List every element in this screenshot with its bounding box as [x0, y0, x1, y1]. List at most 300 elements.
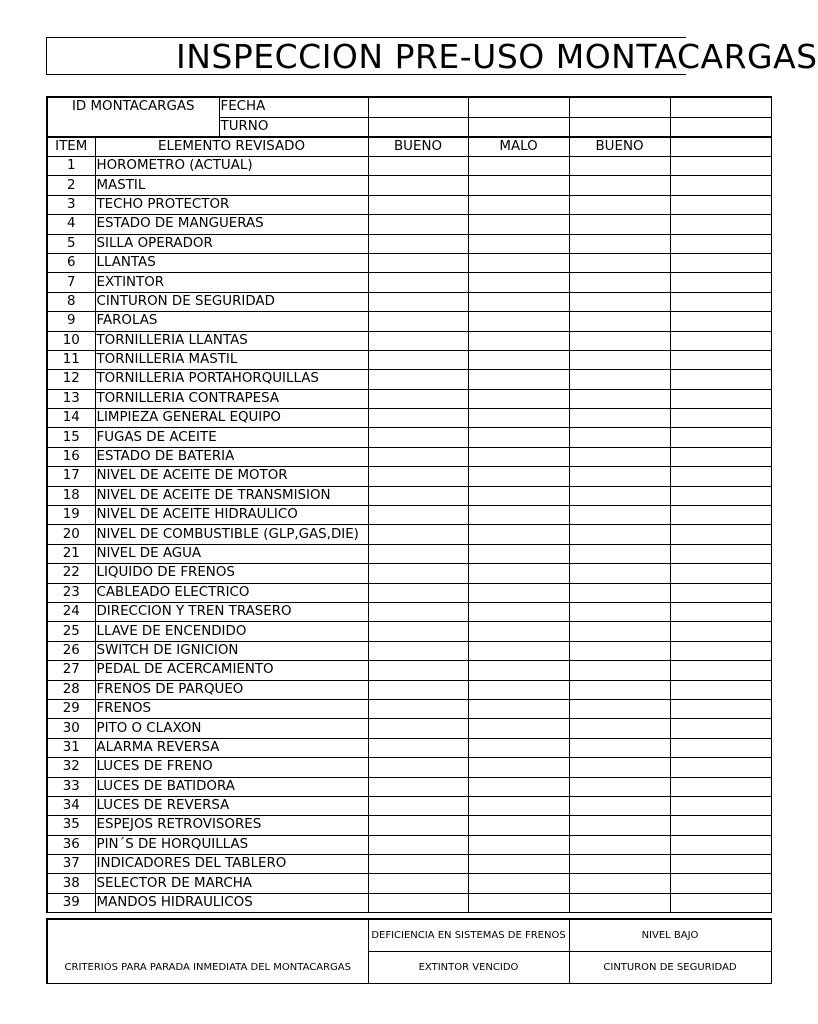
check-cell-bueno[interactable]: [569, 486, 670, 505]
check-cell-bueno[interactable]: [368, 641, 468, 660]
check-cell-extra[interactable]: [670, 370, 771, 389]
check-cell-extra[interactable]: [670, 467, 771, 486]
check-cell-bueno[interactable]: [569, 719, 670, 738]
table-row: [47, 389, 771, 408]
check-cell-malo[interactable]: [468, 234, 569, 253]
check-cell-bueno[interactable]: [569, 544, 670, 563]
item-label: PIN´S DE HORQUILLAS: [95, 835, 368, 854]
item-number: 38: [47, 874, 95, 893]
check-cell-extra[interactable]: [670, 195, 771, 214]
check-cell-extra[interactable]: [670, 855, 771, 874]
check-cell-bueno[interactable]: [569, 447, 670, 466]
check-cell-extra[interactable]: [670, 602, 771, 621]
check-cell-bueno[interactable]: [569, 661, 670, 680]
table-row: [47, 447, 771, 466]
item-number: 2: [47, 176, 95, 195]
item-number: 3: [47, 195, 95, 214]
check-cell-bueno[interactable]: [569, 157, 670, 176]
check-cell-malo[interactable]: [468, 777, 569, 796]
check-cell-extra[interactable]: [670, 447, 771, 466]
check-cell-bueno[interactable]: [368, 253, 468, 272]
check-cell-bueno[interactable]: [569, 796, 670, 815]
table-row: [47, 234, 771, 253]
check-cell-extra[interactable]: [670, 428, 771, 447]
item-label: TORNILLERIA LLANTAS: [95, 331, 368, 350]
check-cell-bueno[interactable]: [368, 680, 468, 699]
check-cell-bueno[interactable]: [368, 564, 468, 583]
item-number: 6: [47, 253, 95, 272]
item-label: TORNILLERIA PORTAHORQUILLAS: [95, 370, 368, 389]
fecha-value-cell[interactable]: [468, 97, 569, 117]
check-cell-extra[interactable]: [670, 893, 771, 912]
check-cell-bueno[interactable]: [569, 564, 670, 583]
table-row: [47, 564, 771, 583]
check-cell-malo[interactable]: [468, 738, 569, 757]
criteria-item: NIVEL BAJO: [569, 919, 771, 951]
item-label: TECHO PROTECTOR: [95, 195, 368, 214]
item-number: 39: [47, 893, 95, 912]
check-cell-bueno[interactable]: [569, 893, 670, 912]
item-number: 17: [47, 467, 95, 486]
check-cell-extra[interactable]: [670, 564, 771, 583]
check-cell-malo[interactable]: [468, 855, 569, 874]
check-cell-bueno[interactable]: [368, 758, 468, 777]
check-cell-extra[interactable]: [670, 680, 771, 699]
item-label: FRENOS DE PARQUEO: [95, 680, 368, 699]
criteria-section: [46, 918, 737, 984]
check-cell-malo[interactable]: [468, 292, 569, 311]
item-label: LUCES DE REVERSA: [95, 796, 368, 815]
title-box: [46, 37, 818, 76]
item-number: 24: [47, 602, 95, 621]
item-label: LIQUIDO DE FRENOS: [95, 564, 368, 583]
table-row: [47, 312, 771, 331]
table-row: [47, 758, 771, 777]
item-number: 13: [47, 389, 95, 408]
check-cell-bueno[interactable]: [368, 874, 468, 893]
check-cell-bueno[interactable]: [569, 428, 670, 447]
check-cell-bueno[interactable]: [368, 215, 468, 234]
table-row: [47, 292, 771, 311]
check-cell-malo[interactable]: [468, 564, 569, 583]
item-number: 20: [47, 525, 95, 544]
item-label: MANDOS HIDRAULICOS: [95, 893, 368, 912]
item-label: PEDAL DE ACERCAMIENTO: [95, 661, 368, 680]
check-cell-bueno[interactable]: [569, 738, 670, 757]
item-number: 27: [47, 661, 95, 680]
check-cell-bueno[interactable]: [368, 893, 468, 912]
check-cell-extra[interactable]: [670, 215, 771, 234]
item-number: 22: [47, 564, 95, 583]
check-cell-malo[interactable]: [468, 215, 569, 234]
item-number: 34: [47, 796, 95, 815]
check-cell-bueno[interactable]: [569, 176, 670, 195]
table-row: [47, 215, 771, 234]
item-label: TORNILLERIA MASTIL: [95, 350, 368, 369]
check-cell-extra[interactable]: [670, 486, 771, 505]
item-number: 1: [47, 157, 95, 176]
check-cell-bueno[interactable]: [569, 370, 670, 389]
item-label: ESTADO DE BATERIA: [95, 447, 368, 466]
item-number: 26: [47, 641, 95, 660]
check-cell-extra[interactable]: [670, 622, 771, 641]
check-cell-malo[interactable]: [468, 816, 569, 835]
check-cell-extra[interactable]: [670, 719, 771, 738]
item-number: 15: [47, 428, 95, 447]
item-label: DIRECCION Y TREN TRASERO: [95, 602, 368, 621]
item-number: 32: [47, 758, 95, 777]
item-number: 36: [47, 835, 95, 854]
item-label: HOROMETRO (ACTUAL): [95, 157, 368, 176]
check-cell-bueno[interactable]: [368, 525, 468, 544]
check-cell-bueno[interactable]: [569, 312, 670, 331]
table-row: [47, 176, 771, 195]
check-cell-malo[interactable]: [468, 680, 569, 699]
check-cell-extra[interactable]: [670, 777, 771, 796]
item-number: 4: [47, 215, 95, 234]
check-cell-bueno[interactable]: [569, 525, 670, 544]
check-cell-extra[interactable]: [670, 525, 771, 544]
item-label: PITO O CLAXON: [95, 719, 368, 738]
check-cell-bueno[interactable]: [569, 506, 670, 525]
table-row: [47, 428, 771, 447]
item-number: 5: [47, 234, 95, 253]
item-label: FUGAS DE ACEITE: [95, 428, 368, 447]
table-row: [47, 486, 771, 505]
item-label: TORNILLERIA CONTRAPESA: [95, 389, 368, 408]
check-cell-bueno[interactable]: [569, 467, 670, 486]
check-cell-bueno[interactable]: [569, 622, 670, 641]
check-cell-extra[interactable]: [670, 738, 771, 757]
check-cell-bueno[interactable]: [368, 486, 468, 505]
check-cell-bueno[interactable]: [368, 370, 468, 389]
item-label: INDICADORES DEL TABLERO: [95, 855, 368, 874]
item-label: LUCES DE BATIDORA: [95, 777, 368, 796]
check-cell-bueno[interactable]: [569, 234, 670, 253]
table-row: [47, 157, 771, 176]
check-cell-bueno[interactable]: [569, 253, 670, 272]
item-label: ESTADO DE MANGUERAS: [95, 215, 368, 234]
item-label: MASTIL: [95, 176, 368, 195]
fecha-value-cell[interactable]: [569, 97, 670, 117]
item-label: SELECTOR DE MARCHA: [95, 874, 368, 893]
check-cell-extra[interactable]: [670, 583, 771, 602]
check-cell-bueno[interactable]: [368, 157, 468, 176]
check-cell-malo[interactable]: [468, 467, 569, 486]
check-cell-extra[interactable]: [670, 157, 771, 176]
item-number: 25: [47, 622, 95, 641]
check-cell-bueno[interactable]: [569, 389, 670, 408]
check-cell-bueno[interactable]: [569, 855, 670, 874]
inspection-table: [46, 96, 772, 913]
check-cell-extra[interactable]: [670, 234, 771, 253]
header-row-fecha: [47, 97, 771, 117]
table-row: [47, 544, 771, 563]
check-cell-bueno[interactable]: [368, 292, 468, 311]
column-header-item: ITEM: [47, 137, 95, 157]
check-cell-bueno[interactable]: [368, 583, 468, 602]
item-number: 12: [47, 370, 95, 389]
table-row: [47, 855, 771, 874]
table-row: [47, 893, 771, 912]
column-header-malo: MALO: [468, 137, 569, 157]
check-cell-extra[interactable]: [670, 506, 771, 525]
check-cell-extra[interactable]: [670, 816, 771, 835]
check-cell-bueno[interactable]: [569, 273, 670, 292]
check-cell-bueno[interactable]: [569, 699, 670, 718]
check-cell-bueno[interactable]: [368, 602, 468, 621]
table-row: [47, 699, 771, 718]
table-row: [47, 777, 771, 796]
item-number: 9: [47, 312, 95, 331]
check-cell-bueno[interactable]: [368, 719, 468, 738]
item-label: NIVEL DE ACEITE DE MOTOR: [95, 467, 368, 486]
item-number: 29: [47, 699, 95, 718]
check-cell-extra[interactable]: [670, 292, 771, 311]
check-cell-malo[interactable]: [468, 874, 569, 893]
check-cell-bueno[interactable]: [368, 409, 468, 428]
check-cell-bueno[interactable]: [569, 641, 670, 660]
turno-label: TURNO: [219, 117, 368, 137]
check-cell-bueno[interactable]: [368, 699, 468, 718]
criteria-item: CINTURON DE SEGURIDAD: [569, 951, 771, 983]
check-cell-extra[interactable]: [670, 796, 771, 815]
table-row: [47, 525, 771, 544]
criteria-label: CRITERIOS PARA PARADA INMEDIATA DEL MONTACARGAS: [47, 919, 368, 983]
item-number: 37: [47, 855, 95, 874]
check-cell-bueno[interactable]: [368, 855, 468, 874]
check-cell-malo[interactable]: [468, 796, 569, 815]
check-cell-bueno[interactable]: [569, 816, 670, 835]
item-label: ALARMA REVERSA: [95, 738, 368, 757]
check-cell-malo[interactable]: [468, 699, 569, 718]
check-cell-extra[interactable]: [670, 331, 771, 350]
turno-value-cell[interactable]: [670, 117, 771, 137]
check-cell-bueno[interactable]: [368, 447, 468, 466]
item-number: 19: [47, 506, 95, 525]
check-cell-bueno[interactable]: [569, 835, 670, 854]
check-cell-bueno[interactable]: [569, 292, 670, 311]
check-cell-extra[interactable]: [670, 699, 771, 718]
criteria-item: EXTINTOR VENCIDO: [368, 951, 569, 983]
check-cell-malo[interactable]: [468, 544, 569, 563]
check-cell-bueno[interactable]: [368, 796, 468, 815]
check-cell-extra[interactable]: [670, 544, 771, 563]
table-row: [47, 350, 771, 369]
table-row: [47, 273, 771, 292]
column-header-bueno: BUENO: [368, 137, 468, 157]
check-cell-malo[interactable]: [468, 350, 569, 369]
fecha-label: FECHA: [219, 97, 368, 117]
check-cell-malo[interactable]: [468, 893, 569, 912]
check-cell-bueno[interactable]: [569, 331, 670, 350]
item-label: SWITCH DE IGNICION: [95, 641, 368, 660]
check-cell-extra[interactable]: [670, 273, 771, 292]
check-cell-bueno[interactable]: [569, 602, 670, 621]
check-cell-bueno[interactable]: [368, 195, 468, 214]
table-row: [47, 583, 771, 602]
check-cell-bueno[interactable]: [368, 428, 468, 447]
item-number: 21: [47, 544, 95, 563]
check-cell-extra[interactable]: [670, 389, 771, 408]
check-cell-extra[interactable]: [670, 758, 771, 777]
check-cell-bueno[interactable]: [368, 389, 468, 408]
check-cell-malo[interactable]: [468, 661, 569, 680]
check-cell-bueno[interactable]: [368, 234, 468, 253]
check-cell-malo[interactable]: [468, 176, 569, 195]
table-row: [47, 253, 771, 272]
item-number: 11: [47, 350, 95, 369]
item-label: CABLEADO ELECTRICO: [95, 583, 368, 602]
check-cell-extra[interactable]: [670, 409, 771, 428]
check-cell-malo[interactable]: [468, 719, 569, 738]
check-cell-bueno[interactable]: [368, 544, 468, 563]
check-cell-bueno[interactable]: [368, 467, 468, 486]
turno-value-cell[interactable]: [368, 117, 468, 137]
item-label: NIVEL DE ACEITE DE TRANSMISION: [95, 486, 368, 505]
table-row: [47, 719, 771, 738]
check-cell-extra[interactable]: [670, 835, 771, 854]
table-row: [47, 602, 771, 621]
item-label: ESPEJOS RETROVISORES: [95, 816, 368, 835]
item-label: FRENOS: [95, 699, 368, 718]
check-cell-malo[interactable]: [468, 641, 569, 660]
item-number: 8: [47, 292, 95, 311]
criteria-table: [46, 918, 772, 984]
criteria-row: [47, 919, 771, 951]
check-cell-bueno[interactable]: [569, 215, 670, 234]
check-cell-bueno[interactable]: [569, 350, 670, 369]
item-label: CINTURON DE SEGURIDAD: [95, 292, 368, 311]
check-cell-malo[interactable]: [468, 758, 569, 777]
check-cell-bueno[interactable]: [569, 777, 670, 796]
item-number: 31: [47, 738, 95, 757]
check-cell-bueno[interactable]: [368, 506, 468, 525]
check-cell-extra[interactable]: [670, 312, 771, 331]
check-cell-extra[interactable]: [670, 874, 771, 893]
check-cell-bueno[interactable]: [368, 176, 468, 195]
item-label: LLANTAS: [95, 253, 368, 272]
check-cell-malo[interactable]: [468, 602, 569, 621]
table-row: [47, 835, 771, 854]
check-cell-bueno[interactable]: [569, 680, 670, 699]
item-label: NIVEL DE ACEITE HIDRAULICO: [95, 506, 368, 525]
check-cell-extra[interactable]: [670, 661, 771, 680]
check-cell-bueno[interactable]: [569, 583, 670, 602]
item-label: NIVEL DE AGUA: [95, 544, 368, 563]
check-cell-malo[interactable]: [468, 312, 569, 331]
item-number: 10: [47, 331, 95, 350]
item-number: 16: [47, 447, 95, 466]
check-cell-malo[interactable]: [468, 622, 569, 641]
table-row: [47, 738, 771, 757]
column-header-bueno: BUENO: [569, 137, 670, 157]
check-cell-bueno[interactable]: [368, 777, 468, 796]
check-cell-extra[interactable]: [670, 253, 771, 272]
check-cell-malo[interactable]: [468, 428, 569, 447]
column-header-extra: [670, 137, 771, 157]
table-row: [47, 370, 771, 389]
table-row: [47, 331, 771, 350]
table-row: [47, 622, 771, 641]
item-label: FAROLAS: [95, 312, 368, 331]
check-cell-bueno[interactable]: [368, 331, 468, 350]
check-cell-bueno[interactable]: [368, 661, 468, 680]
check-cell-malo[interactable]: [468, 389, 569, 408]
item-label: LUCES DE FRENO: [95, 758, 368, 777]
check-cell-malo[interactable]: [468, 273, 569, 292]
check-cell-bueno[interactable]: [368, 835, 468, 854]
check-cell-malo[interactable]: [468, 583, 569, 602]
check-cell-malo[interactable]: [468, 486, 569, 505]
table-row: [47, 195, 771, 214]
item-number: 30: [47, 719, 95, 738]
item-number: 28: [47, 680, 95, 699]
table-row: [47, 796, 771, 815]
item-number: 18: [47, 486, 95, 505]
check-cell-bueno[interactable]: [569, 874, 670, 893]
check-cell-bueno[interactable]: [368, 312, 468, 331]
table-row: [47, 680, 771, 699]
criteria-item: DEFICIENCIA EN SISTEMAS DE FRENOS: [368, 919, 569, 951]
check-cell-extra[interactable]: [670, 176, 771, 195]
check-cell-malo[interactable]: [468, 525, 569, 544]
item-number: 14: [47, 409, 95, 428]
check-cell-malo[interactable]: [468, 253, 569, 272]
check-cell-malo[interactable]: [468, 157, 569, 176]
table-row: [47, 661, 771, 680]
check-cell-malo[interactable]: [468, 409, 569, 428]
turno-value-cell[interactable]: [468, 117, 569, 137]
table-row: [47, 641, 771, 660]
check-cell-bueno[interactable]: [569, 758, 670, 777]
page-title: INSPECCION PRE-USO MONTACARGAS: [176, 37, 818, 76]
id-montacargas-label: ID MONTACARGAS: [47, 97, 219, 137]
fecha-value-cell[interactable]: [368, 97, 468, 117]
item-label: SILLA OPERADOR: [95, 234, 368, 253]
item-number: 35: [47, 816, 95, 835]
check-cell-extra[interactable]: [670, 641, 771, 660]
check-cell-bueno[interactable]: [368, 350, 468, 369]
table-row: [47, 816, 771, 835]
table-row: [47, 506, 771, 525]
turno-value-cell[interactable]: [569, 117, 670, 137]
check-cell-bueno[interactable]: [569, 195, 670, 214]
check-cell-bueno[interactable]: [368, 273, 468, 292]
fecha-value-cell[interactable]: [670, 97, 771, 117]
item-number: 23: [47, 583, 95, 602]
item-label: EXTINTOR: [95, 273, 368, 292]
column-header-row: [47, 137, 771, 157]
check-cell-extra[interactable]: [670, 350, 771, 369]
check-cell-bueno[interactable]: [368, 738, 468, 757]
item-label: LLAVE DE ENCENDIDO: [95, 622, 368, 641]
item-number: 7: [47, 273, 95, 292]
check-cell-malo[interactable]: [468, 370, 569, 389]
check-cell-bueno[interactable]: [569, 409, 670, 428]
check-cell-bueno[interactable]: [368, 622, 468, 641]
column-header-elemento: ELEMENTO REVISADO: [95, 137, 368, 157]
item-label: LIMPIEZA GENERAL EQUIPO: [95, 409, 368, 428]
check-cell-bueno[interactable]: [368, 816, 468, 835]
check-cell-malo[interactable]: [468, 835, 569, 854]
check-cell-malo[interactable]: [468, 331, 569, 350]
check-cell-malo[interactable]: [468, 506, 569, 525]
check-cell-malo[interactable]: [468, 195, 569, 214]
table-row: [47, 874, 771, 893]
table-row: [47, 409, 771, 428]
check-cell-malo[interactable]: [468, 447, 569, 466]
